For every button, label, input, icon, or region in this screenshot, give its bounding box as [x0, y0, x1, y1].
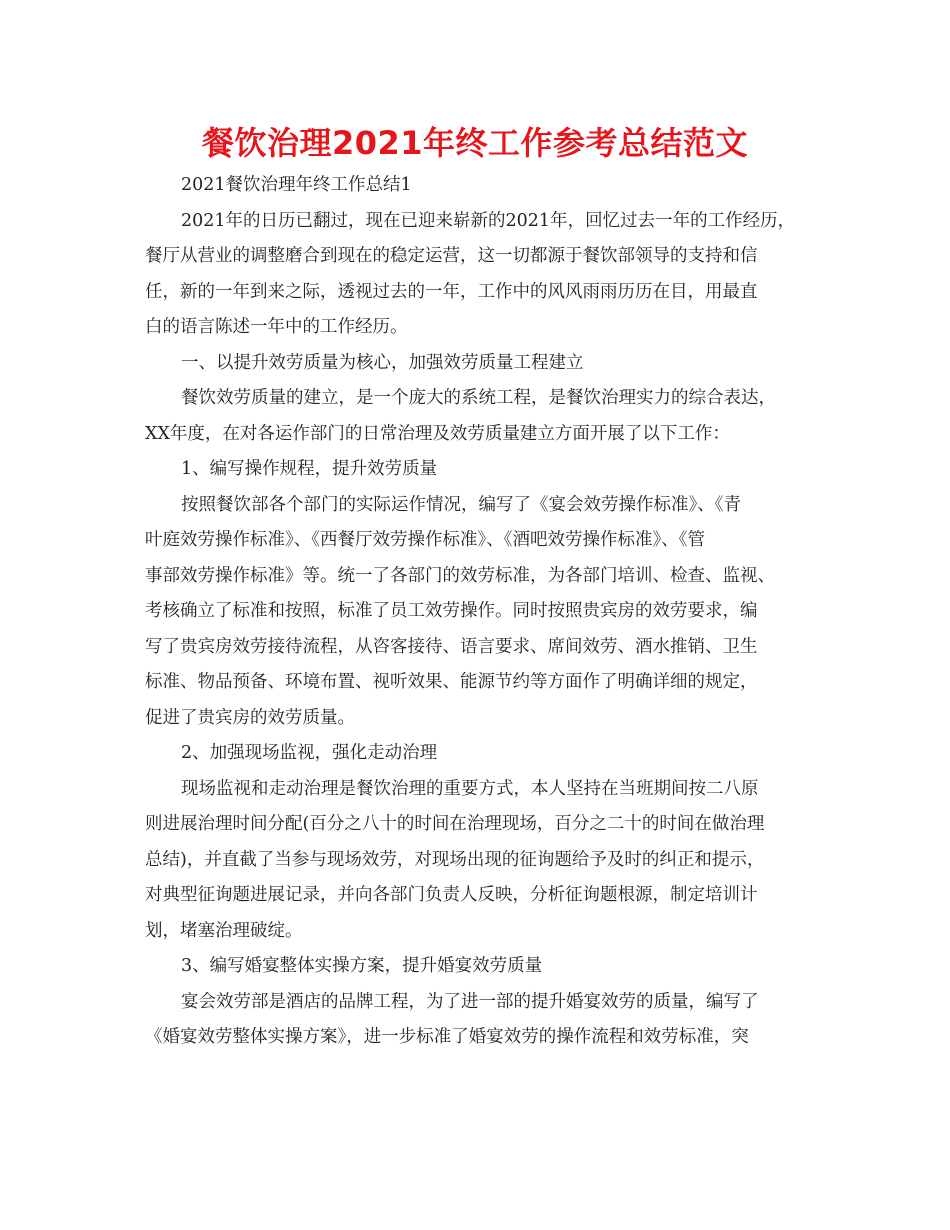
body-line: 事部效劳操作标准》等。统一了各部门的效劳标准，为各部门培训、检查、监视、: [145, 565, 775, 586]
body-line: 促进了贵宾房的效劳质量。: [145, 707, 355, 728]
body-line: 任，新的一年到来之际，透视过去的一年，工作中的风风雨雨历历在目，用最直: [145, 281, 758, 302]
body-line: 考核确立了标准和按照，标准了员工效劳操作。同时按照贵宾房的效劳要求，编: [145, 601, 758, 621]
document-title: 餐饮治理2021年终工作参考总结范文: [201, 124, 749, 162]
body-line: 按照餐饮部各个部门的实际运作情况，编写了《宴会效劳操作标准》、《青: [181, 494, 741, 515]
body-line: 写了贵宾房效劳接待流程，从咨客接待、语言要求、席间效劳、酒水推销、卫生: [145, 636, 758, 657]
body-line: 一、以提升效劳质量为核心，加强效劳质量工程建立: [181, 352, 584, 373]
body-line: 2021餐饮治理年终工作总结1: [181, 175, 412, 195]
body-line: 宴会效劳部是酒店的品牌工程，为了进一部的提升婚宴效劳的质量，编写了: [181, 991, 759, 1012]
body-line: 现场监视和走动治理是餐饮治理的重要方式，本人坚持在当班期间按二八原: [181, 778, 759, 799]
body-line: 《婚宴效劳整体实操方案》，进一步标准了婚宴效劳的操作流程和效劳标准，突: [145, 1027, 749, 1047]
body-line: 总结)，并直截了当参与现场效劳，对现场出现的征询题给予及时的纠正和提示，: [145, 849, 765, 870]
body-line: 3、编写婚宴整体实操方案，提升婚宴效劳质量: [181, 956, 543, 976]
body-line: XX年度，在对各运作部门的日常治理及效劳质量建立方面开展了以下工作：: [145, 423, 730, 444]
body-line: 1、编写操作规程，提升效劳质量: [181, 459, 438, 479]
body-line: 划，堵塞治理破绽。: [145, 920, 303, 941]
body-line: 标准、物品预备、环境布置、视听效果、能源节约等方面作了明确详细的规定，: [145, 672, 758, 692]
body-line: 对典型征询题进展记录，并向各部门负责人反映，分析征询题根源，制定培训计: [145, 885, 758, 905]
body-line: 餐厅从营业的调整磨合到现在的稳定运营，这一切都源于餐饮部领导的支持和信: [145, 246, 758, 266]
body-line: 叶庭效劳操作标准》、《西餐厅效劳操作标准》、《酒吧效劳操作标准》、《管: [145, 530, 705, 550]
body-line: 2021年的日历已翻过，现在已迎来崭新的2021年，回忆过去一年的工作经历，: [181, 210, 796, 231]
body-line: 白的语言陈述一年中的工作经历。: [145, 317, 408, 337]
body-line: 2、加强现场监视，强化走动治理: [181, 743, 438, 763]
body-line: 餐饮效劳质量的建立，是一个庞大的系统工程，是餐饮治理实力的综合表达，: [181, 388, 776, 408]
body-line: 则进展治理时间分配(百分之八十的时间在治理现场，百分之二十的时间在做治理: [145, 814, 765, 834]
document-body: [145, 168, 805, 1056]
